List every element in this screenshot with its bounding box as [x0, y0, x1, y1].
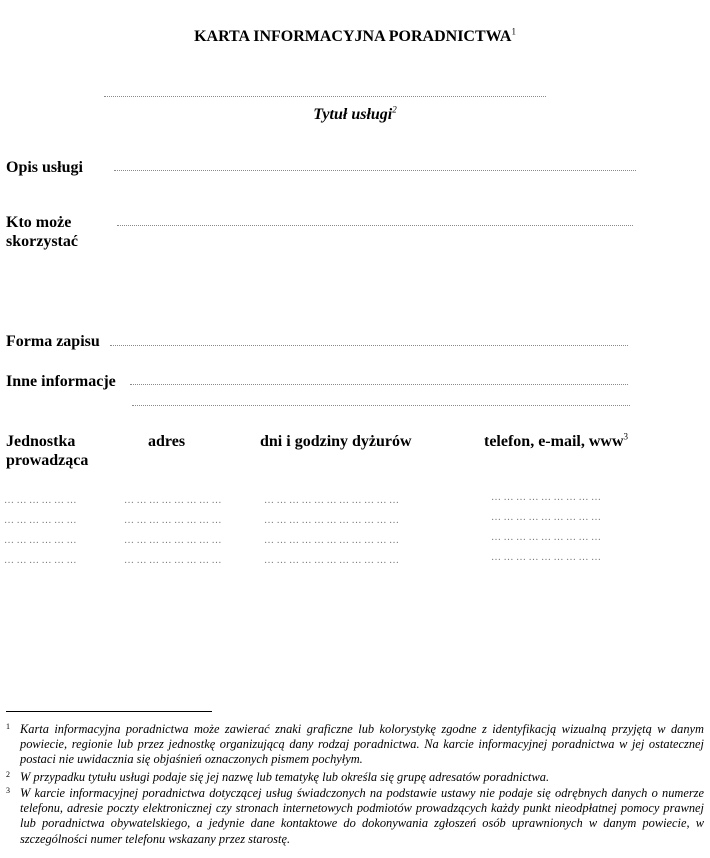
column-header-unit-line-2: prowadząca: [6, 452, 89, 469]
table-cell-hours[interactable]: … … … … … … … … … … …: [264, 535, 399, 546]
footnote-3: [6, 786, 704, 847]
eligibility-fill-line[interactable]: [117, 225, 633, 226]
title-footnote-ref: 1: [511, 26, 516, 37]
table-cell-hours[interactable]: … … … … … … … … … … …: [264, 515, 399, 526]
footnote-3-text: W karcie informacyjnej poradnictwa dotyczącej usług świadczonych na podstawie ustawy nie podaje się odrębnych danych o numerze telefonu, adresie poczty elektronicznej czy stronach internetowych podmiotów prowadzących każdy punkt nieodpłatnej pomocy prawnej lub poradnictwa obywatelskiego, a jedynie dane kontaktowe do dokonywania zgłoszeń osób uprawnionych w danym powiecie, w szczególności numer telefonu wskazany przez starostę.: [20, 786, 704, 846]
other-info-fill-line-1[interactable]: [130, 384, 628, 385]
column-header-unit: [6, 432, 88, 470]
table-cell-contact[interactable]: … … … … … … … … …: [491, 532, 601, 543]
field-label-eligibility: [6, 213, 78, 251]
table-cell-unit[interactable]: … … … … … …: [4, 495, 77, 506]
description-fill-line[interactable]: [114, 170, 636, 171]
table-cell-contact[interactable]: … … … … … … … … …: [491, 512, 601, 523]
table-cell-contact[interactable]: … … … … … … … … …: [491, 492, 601, 503]
footnote-2-text: W przypadku tytułu usługi podaje się jej nazwę lub tematykę lub określa się grupę adresatów poradnictwa.: [20, 770, 550, 784]
table-cell-unit[interactable]: … … … … … …: [4, 555, 77, 566]
eligibility-label-line-2: skorzystać: [6, 233, 78, 250]
eligibility-label-line-1: Kto może: [6, 214, 72, 231]
table-cell-unit[interactable]: … … … … … …: [4, 515, 77, 526]
table-cell-unit[interactable]: … … … … … …: [4, 535, 77, 546]
other-info-fill-line-2[interactable]: [132, 405, 630, 406]
field-label-other-info: Inne informacje: [6, 373, 116, 390]
footnote-1-text: Karta informacyjna poradnictwa może zawierać znaki graficzne lub kolorystykę zgodne z identyfikacją wizualną przyjętą w danym powiecie, regionie lub przez jednostkę organizującą dany rodzaj poradnictwa. Na karcie informacyjnej poradnictwa w jej ostatecznej postaci nie uwidacznia się objaśnień oznaczonych pismem pochyłym.: [20, 722, 704, 767]
table-cell-hours[interactable]: … … … … … … … … … … …: [264, 555, 399, 566]
field-label-registration: Forma zapisu: [6, 333, 100, 350]
table-cell-contact[interactable]: … … … … … … … … …: [491, 552, 601, 563]
table-cell-address[interactable]: … … … … … … … …: [124, 535, 222, 546]
table-cell-address[interactable]: … … … … … … … …: [124, 555, 222, 566]
footnote-3-number: 3: [6, 786, 10, 795]
contact-header-footnote-ref: 3: [623, 431, 629, 442]
footnote-1: [6, 722, 704, 768]
service-title-fill-line[interactable]: [104, 96, 546, 97]
footnote-2: [6, 770, 704, 785]
table-cell-address[interactable]: … … … … … … … …: [124, 495, 222, 506]
footnote-separator: [6, 711, 212, 712]
service-title-label: Tytuł usługi: [313, 106, 393, 123]
table-cell-hours[interactable]: … … … … … … … … … … …: [264, 495, 399, 506]
document-title: [0, 28, 710, 46]
registration-fill-line[interactable]: [110, 345, 628, 346]
column-header-address: adres: [148, 433, 186, 450]
footnote-2-number: 2: [6, 770, 10, 779]
service-title-caption: [0, 106, 710, 124]
column-header-duty-hours: dni i godziny dyżurów: [260, 433, 412, 450]
table-cell-address[interactable]: … … … … … … … …: [124, 515, 222, 526]
contact-header-text: telefon, e-mail, www: [484, 433, 624, 450]
column-header-contact: [484, 432, 628, 451]
column-header-unit-line-1: Jednostka: [6, 433, 76, 450]
title-text: KARTA INFORMACYJNA PORADNICTWA: [194, 28, 512, 45]
service-title-footnote-ref: 2: [392, 104, 397, 115]
field-label-description: Opis usługi: [6, 159, 83, 176]
footnote-1-number: 1: [6, 722, 10, 731]
